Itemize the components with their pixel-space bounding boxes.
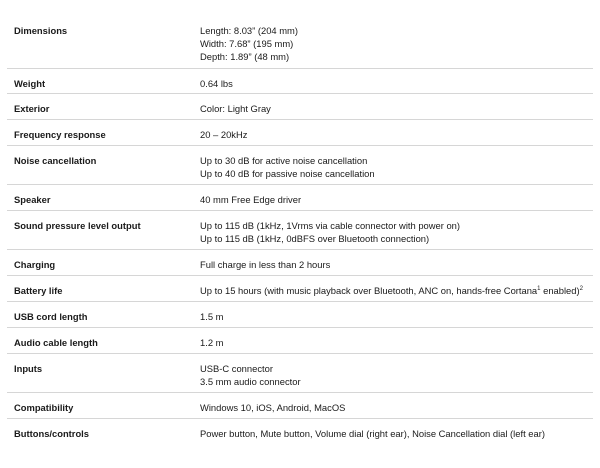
spec-row-noise-cancellation [7,146,593,185]
spec-value [200,69,593,90]
spec-value-line: Full charge in less than 2 hours [200,259,331,270]
spec-value-line: Power button, Mute button, Volume dial (right ear), Noise Cancellation dial (left ear) [200,428,545,439]
spec-value-line: 1.5 m [200,311,224,322]
spec-value [200,211,593,245]
footnote-ref-2: 2 [579,285,583,292]
spec-value-line: 40 mm Free Edge driver [200,194,302,205]
spec-value-line: Up to 115 dB (1kHz, 1Vrms via cable connector with power on) [200,220,461,231]
spec-value-line: Depth: 1.89” (48 mm) [200,51,290,62]
spec-label: Sound pressure level output [14,220,141,231]
spec-row-sound-pressure-level-output [7,211,593,250]
spec-value [200,354,593,388]
spec-label: Compatibility [14,402,74,413]
spec-label: Inputs [14,363,43,374]
spec-value-line: Width: 7.68” (195 mm) [200,38,294,49]
spec-value-line [200,284,593,297]
spec-row-inputs [7,354,593,393]
spec-row-charging [7,250,593,276]
spec-value-line: Length: 8.03” (204 mm) [200,25,298,36]
battery-text-a: Up to 15 hours (with music playback over Bluetooth, ANC on, hands-free Cortana [200,285,538,296]
spec-value-line: Color: Light Gray [200,103,271,114]
spec-table [7,16,593,445]
spec-row-compatibility [7,393,593,419]
spec-label: Weight [14,78,46,89]
spec-value-line: USB-C connector [200,363,273,374]
spec-value-line: 0.64 lbs [200,78,233,89]
spec-row-battery-life [7,276,593,302]
spec-value [200,185,593,206]
spec-row-buttons-controls [7,419,593,445]
spec-value [200,250,593,271]
spec-value-line: Windows 10, iOS, Android, MacOS [200,402,346,413]
spec-label: Audio cable length [14,337,98,348]
spec-label: Exterior [14,103,50,114]
footnote-ref-1: 1 [537,285,541,292]
spec-value-line: 20 – 20kHz [200,129,248,140]
spec-value [200,393,593,414]
spec-value [200,302,593,323]
spec-value [200,276,593,297]
spec-value [200,328,593,349]
spec-value [200,94,593,115]
spec-value [200,146,593,180]
spec-value-line: Up to 115 dB (1kHz, 0dBFS over Bluetooth connection) [200,233,430,244]
spec-value-line: 1.2 m [200,337,224,348]
spec-row-speaker [7,185,593,211]
spec-label: Frequency response [14,129,106,140]
spec-label: Battery life [14,285,63,296]
battery-text-b: enabled) [540,285,580,296]
spec-value-line: 3.5 mm audio connector [200,376,301,387]
spec-row-frequency-response [7,120,593,146]
spec-value-line: Up to 40 dB for passive noise cancellation [200,168,375,179]
spec-label: Buttons/controls [14,428,89,439]
spec-value-line: Up to 30 dB for active noise cancellation [200,155,368,166]
spec-value [200,419,593,440]
spec-row-usb-cord-length [7,302,593,328]
spec-row-audio-cable-length [7,328,593,354]
spec-label: Charging [14,259,56,270]
spec-value [200,16,593,63]
spec-row-weight [7,69,593,94]
spec-value [200,120,593,141]
spec-label: USB cord length [14,311,88,322]
spec-label: Noise cancellation [14,155,97,166]
spec-label: Dimensions [14,25,68,36]
spec-row-exterior [7,94,593,120]
spec-label: Speaker [14,194,51,205]
spec-row-dimensions [7,16,593,69]
